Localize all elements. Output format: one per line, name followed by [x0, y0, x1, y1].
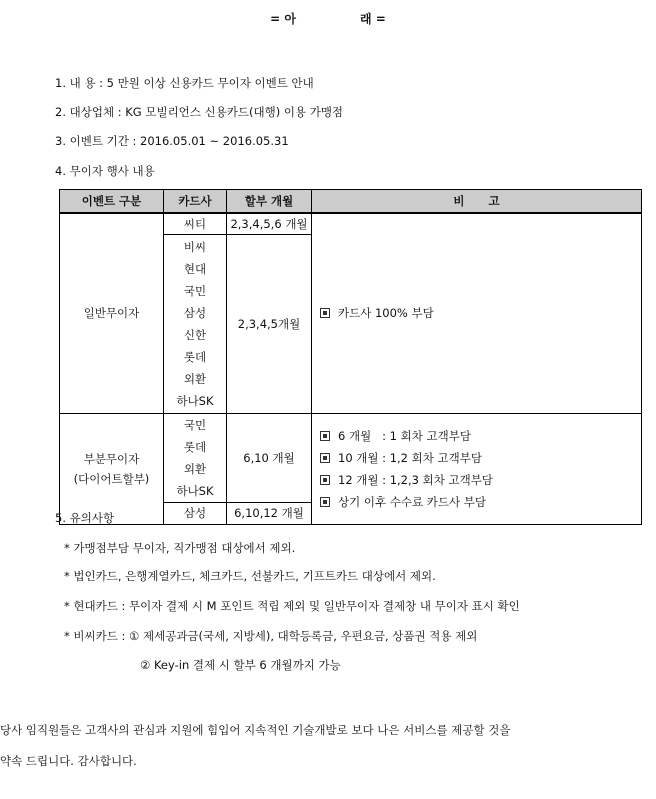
- samsung-card-cell: 삼성: [164, 502, 227, 524]
- general-note-text: 카드사 100% 부담: [338, 306, 434, 321]
- checkbox-icon: [320, 475, 330, 485]
- partial-note-line: [320, 469, 641, 491]
- header-event-type: 이벤트 구분: [60, 190, 164, 214]
- item-target: 2. 대상업체 : KG 모빌리언스 신용카드(대행) 이용 가맹점: [55, 105, 344, 119]
- citi-months-cell: 2,3,4,5,6 개월: [227, 213, 312, 234]
- partial-note-cell: [312, 413, 642, 524]
- partial-note-line: [320, 425, 641, 447]
- item-period: 3. 이벤트 기간 : 2016.05.01 ~ 2016.05.31: [55, 134, 289, 148]
- general-type-cell: 일반무이자: [60, 213, 164, 413]
- general-cards-cell: [164, 234, 227, 413]
- card-name: 외환: [183, 461, 207, 476]
- general-note-cell: [312, 213, 642, 413]
- card-name: 신한: [183, 327, 207, 342]
- header-card: 카드사: [164, 190, 227, 214]
- checkbox-icon: [320, 453, 330, 463]
- partial-cards-cell: [164, 413, 227, 502]
- card-name: 국민: [183, 417, 207, 432]
- partial-type-label: 부분무이자: [83, 451, 140, 466]
- caution-item-continued: ② Key-in 결제 시 할부 6 개월까지 가능: [140, 658, 341, 672]
- partial-note-text: 10 개월 : 1,2 회차 고객부담: [338, 450, 482, 465]
- card-name: 삼성: [183, 305, 207, 320]
- partial-note-text: 6 개월 : 1 회차 고객부담: [338, 428, 471, 443]
- event-table: [59, 189, 642, 525]
- table-row: [60, 413, 642, 502]
- card-name: 비씨: [183, 239, 207, 254]
- caution-item: * 법인카드, 은행계열카드, 체크카드, 선불카드, 기프트카드 대상에서 제외.: [64, 569, 436, 583]
- card-name: 현대: [183, 261, 207, 276]
- checkbox-icon: [320, 431, 330, 441]
- title-right: 래 =: [360, 12, 386, 26]
- notice-title: [0, 10, 656, 27]
- card-name: 외환: [183, 371, 207, 386]
- table-header-row: [60, 190, 642, 214]
- partial-note-line: [320, 447, 641, 469]
- card-name: 롯데: [183, 439, 207, 454]
- header-months: 할부 개월: [227, 190, 312, 214]
- item-event-details: 4. 무이자 행사 내용: [55, 164, 155, 178]
- partial-note-text: 12 개월 : 1,2,3 회차 고객부담: [338, 472, 493, 487]
- card-name: 롯데: [183, 349, 207, 364]
- checkbox-icon: [320, 308, 330, 318]
- general-months-cell: 2,3,4,5개월: [227, 234, 312, 413]
- caution-item: * 가맹점부담 무이자, 직가맹점 대상에서 제외.: [64, 541, 296, 555]
- title-left: = 아: [270, 12, 296, 26]
- caution-item: * 현대카드 : 무이자 결제 시 M 포인트 적립 제외 및 일반무이자 결제창 내 무이자 표시 확인: [64, 599, 520, 613]
- card-name: 하나SK: [176, 393, 214, 408]
- partial-note-line: [320, 491, 641, 513]
- caution-heading: 5. 유의사항: [55, 511, 115, 525]
- checkbox-icon: [320, 497, 330, 507]
- table-row: [60, 213, 642, 234]
- partial-months-cell: 6,10 개월: [227, 413, 312, 502]
- closing-line: 당사 임직원들은 고객사의 관심과 지원에 힘입어 지속적인 기술개발로 보다 나은 서비스를 제공할 것을: [0, 723, 511, 737]
- card-name: 국민: [183, 283, 207, 298]
- closing-line: 약속 드립니다. 감사합니다.: [0, 754, 137, 768]
- header-note: 비 고: [312, 190, 642, 214]
- samsung-months-cell: 6,10,12 개월: [227, 502, 312, 524]
- partial-type-cell: [60, 413, 164, 524]
- partial-note-text: 상기 이후 수수료 카드사 부담: [338, 494, 486, 509]
- item-content: 1. 내 용 : 5 만원 이상 신용카드 무이자 이벤트 안내: [55, 76, 314, 90]
- citi-card-cell: 씨티: [164, 213, 227, 234]
- partial-type-sublabel: (다이어트할부): [73, 471, 150, 486]
- caution-item: * 비씨카드 : ① 제세공과금(국세, 지방세), 대학등록금, 우편요금, 상품권 적용 제외: [64, 629, 478, 643]
- card-name: 하나SK: [176, 483, 214, 498]
